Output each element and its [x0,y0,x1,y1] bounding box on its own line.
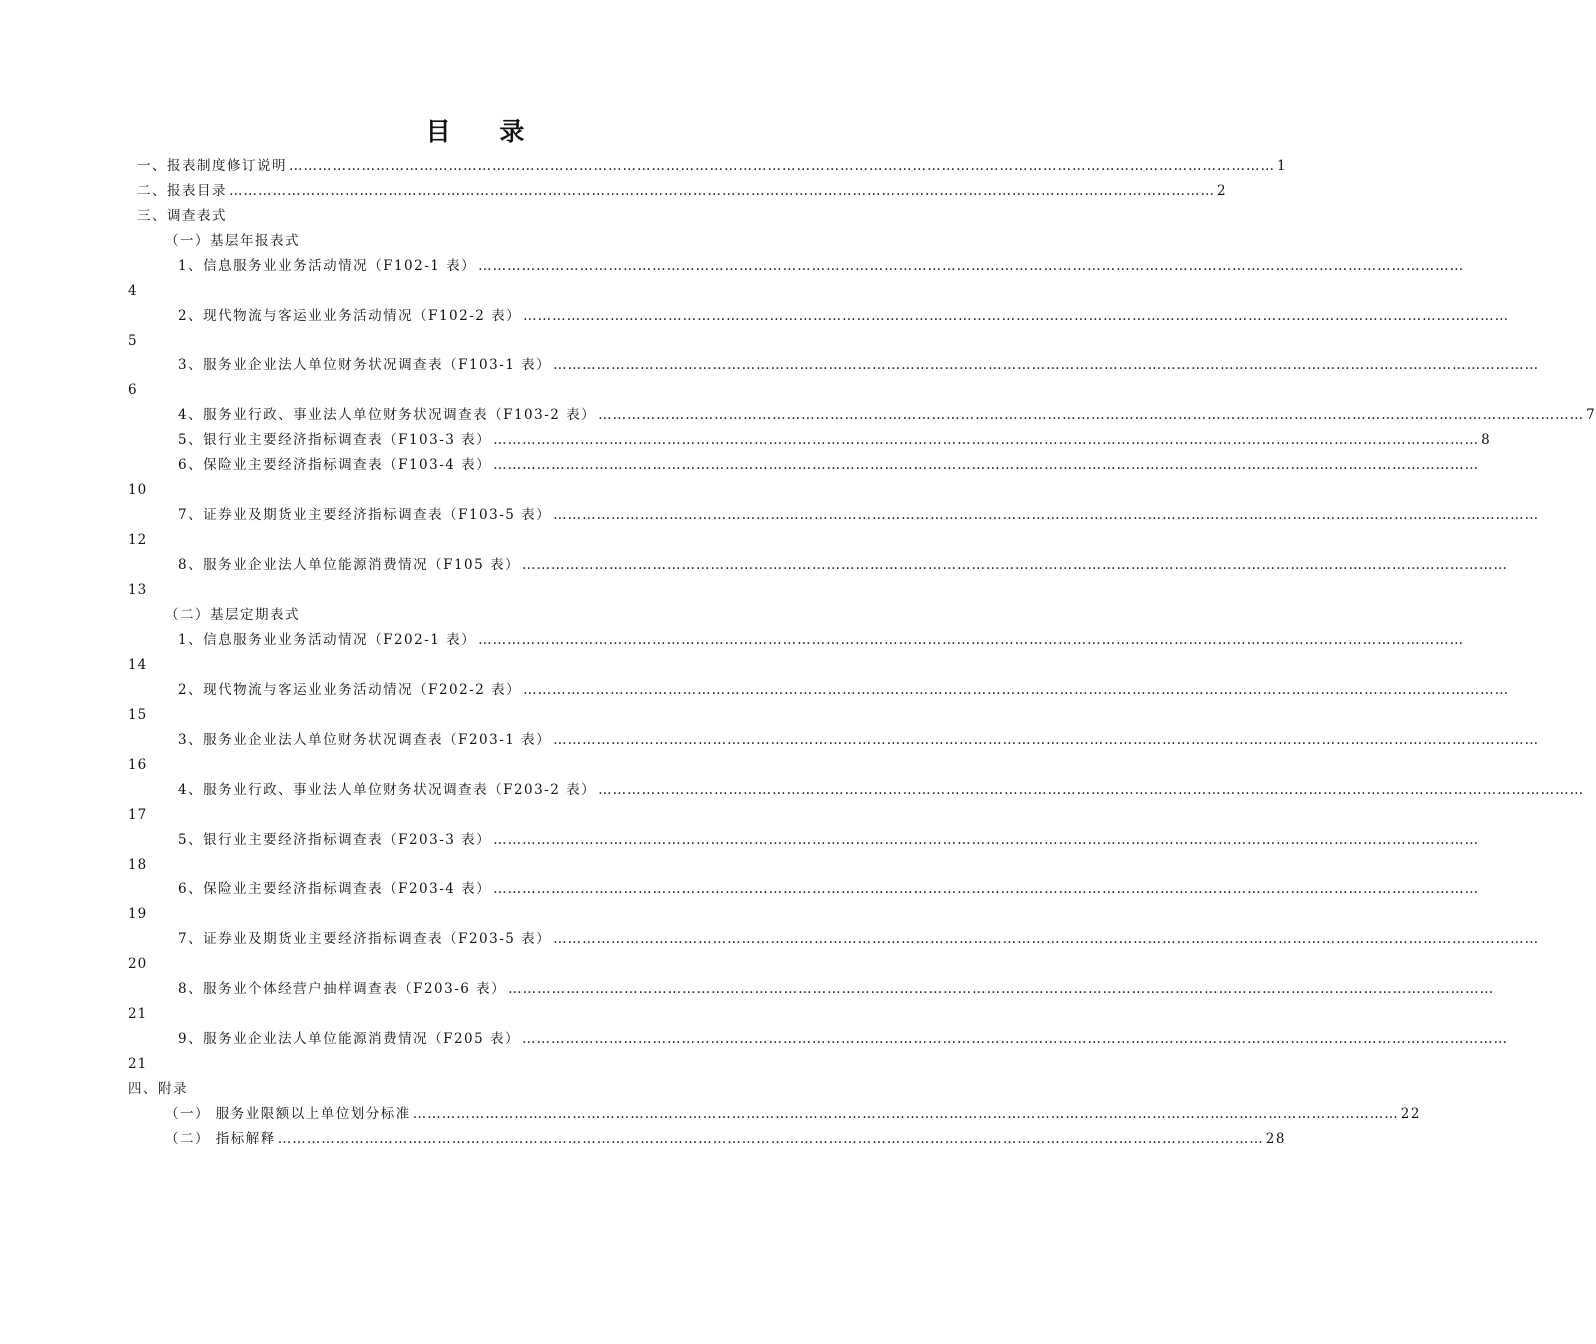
toc-entry-label: 6、保险业主要经济指标调查表（F103-4 表） [178,457,492,473]
toc-entry[interactable] [178,304,1510,328]
toc-leader-dots: …………………………………………………………………………………………………………………………………………………………………………………… [523,682,1510,698]
toc-page-number: 14 [128,657,148,673]
toc-page-number: 6 [128,382,138,398]
toc-section-heading [128,1077,838,1101]
toc-leader-dots: …………………………………………………………………………………………………………………………………………………………………………………… [493,432,1480,448]
toc-entry-label: 5、银行业主要经济指标调查表（F203-3 表） [178,832,492,848]
toc-leader-dots: …………………………………………………………………………………………………………………………………………………………………………………… [598,407,1585,423]
toc-leader-dots: …………………………………………………………………………………………………………………………………………………………………………………… [478,258,1465,274]
toc-entry[interactable] [178,254,1465,278]
toc-leader-dots: …………………………………………………………………………………………………………………………………………………………………………………… [553,931,1540,947]
toc-page-number: 4 [128,283,138,299]
toc-entry-label: 9、服务业企业法人单位能源消费情况（F205 表） [178,1031,521,1047]
toc-entry[interactable] [178,353,1540,377]
toc-leader-dots: …………………………………………………………………………………………………………………………………………………………………………………… [553,732,1540,748]
toc-page-number: 22 [1400,1106,1421,1122]
toc-entry[interactable] [178,553,1509,577]
toc-leader-dots: …………………………………………………………………………………………………………………………………………………………………………………… [229,183,1215,199]
toc-leader-dots: …………………………………………………………………………………………………………………………………………………………………………………… [553,357,1540,373]
toc-entry-label: 7、证券业及期货业主要经济指标调查表（F203-5 表） [178,931,552,947]
toc-page-number: 13 [128,582,148,598]
toc-entry[interactable] [178,428,1492,452]
toc-leader-dots: …………………………………………………………………………………………………………………………………………………………………………………… [508,981,1495,997]
toc-page-number: 19 [128,906,148,922]
toc-entry-label: 4、服务业行政、事业法人单位财务状况调查表（F203-2 表） [178,782,597,798]
toc-entry[interactable] [178,927,1540,951]
toc-entry-label: 6、保险业主要经济指标调查表（F203-4 表） [178,881,492,897]
toc-section-heading [165,229,838,253]
toc-entry[interactable] [178,403,1596,427]
toc-entry-label: 1、信息服务业业务活动情况（F202-1 表） [178,632,477,648]
toc-page-number: 15 [128,707,148,723]
toc-entry-label: 2、现代物流与客运业业务活动情况（F102-2 表） [178,308,522,324]
toc-leader-dots: …………………………………………………………………………………………………………………………………………………………………………………… [289,158,1275,174]
toc-page-number: 21 [128,1006,148,1022]
toc-leader-dots: …………………………………………………………………………………………………………………………………………………………………………………… [493,832,1480,848]
toc-entry[interactable] [165,1127,1286,1151]
toc-entry-label: 二、报表目录 [137,183,227,199]
toc-entry[interactable] [178,977,1495,1001]
toc-entry-label: 一、报表制度修订说明 [137,158,287,174]
toc-entry[interactable] [178,778,1585,802]
toc-leader-dots: …………………………………………………………………………………………………………………………………………………………………………………… [523,308,1510,324]
toc-leader-dots: …………………………………………………………………………………………………………………………………………………………………………………… [553,507,1540,523]
toc-entry-label: 3、服务业企业法人单位财务状况调查表（F203-1 表） [178,732,552,748]
toc-page-number: 7 [1586,407,1596,423]
toc-entry[interactable] [178,628,1465,652]
toc-entry-label: 8、服务业企业法人单位能源消费情况（F105 表） [178,557,521,573]
toc-page-number: 21 [128,1056,148,1072]
toc-entry-label: 三、调查表式 [137,208,227,224]
toc-page-number: 5 [128,333,138,349]
toc-entry-label: 2、现代物流与客运业业务活动情况（F202-2 表） [178,682,522,698]
toc-leader-dots: …………………………………………………………………………………………………………………………………………………………………………………… [412,1106,1399,1122]
toc-entry-label: 3、服务业企业法人单位财务状况调查表（F103-1 表） [178,357,552,373]
toc-entry-label: 8、服务业个体经营户抽样调查表（F203-6 表） [178,981,507,997]
toc-entry[interactable] [178,503,1540,527]
toc-entry[interactable] [178,877,1480,901]
toc-entry[interactable] [178,678,1510,702]
toc-entry-label: 四、附录 [128,1081,188,1097]
toc-leader-dots: …………………………………………………………………………………………………………………………………………………………………………………… [493,457,1480,473]
toc-page-number: 16 [128,757,148,773]
toc-leader-dots: …………………………………………………………………………………………………………………………………………………………………………………… [493,881,1480,897]
toc-page-number: 12 [128,532,148,548]
toc-entry[interactable] [137,154,1288,178]
toc-entry-label: （二）基层定期表式 [165,607,300,623]
toc-page-number: 1 [1277,158,1288,174]
toc-entry-label: 5、银行业主要经济指标调查表（F103-3 表） [178,432,492,448]
toc-page-number: 2 [1217,183,1228,199]
toc-page-number: 17 [128,807,148,823]
toc-section-heading [137,204,838,228]
toc-leader-dots: …………………………………………………………………………………………………………………………………………………………………………………… [277,1131,1264,1147]
toc-section-heading [165,603,838,627]
toc-entry-label: （一）基层年报表式 [165,233,300,249]
toc-entry[interactable] [178,828,1480,852]
toc-entry[interactable] [178,1027,1509,1051]
toc-entry[interactable] [137,179,1228,203]
toc-page-number: 18 [128,857,148,873]
toc-entry[interactable] [178,728,1540,752]
toc-entry[interactable] [178,453,1480,477]
toc-leader-dots: …………………………………………………………………………………………………………………………………………………………………………………… [598,782,1585,798]
toc-leader-dots: …………………………………………………………………………………………………………………………………………………………………………………… [522,1031,1509,1047]
toc-leader-dots: …………………………………………………………………………………………………………………………………………………………………………………… [478,632,1465,648]
page-title: 目 录 [425,117,545,146]
toc-entry-label: 1、信息服务业业务活动情况（F102-1 表） [178,258,477,274]
toc-entry-label: （一） 服务业限额以上单位划分标准 [165,1106,411,1122]
toc-entry-label: （二） 指标解释 [165,1131,276,1147]
toc-entry-label: 4、服务业行政、事业法人单位财务状况调查表（F103-2 表） [178,407,597,423]
toc-entry[interactable] [165,1102,1421,1126]
toc-page-number: 20 [128,956,148,972]
toc-page-number: 8 [1481,432,1492,448]
toc-entry-label: 7、证券业及期货业主要经济指标调查表（F103-5 表） [178,507,552,523]
toc-page-number: 28 [1265,1131,1286,1147]
toc-leader-dots: …………………………………………………………………………………………………………………………………………………………………………………… [522,557,1509,573]
toc-page-number: 10 [128,482,148,498]
